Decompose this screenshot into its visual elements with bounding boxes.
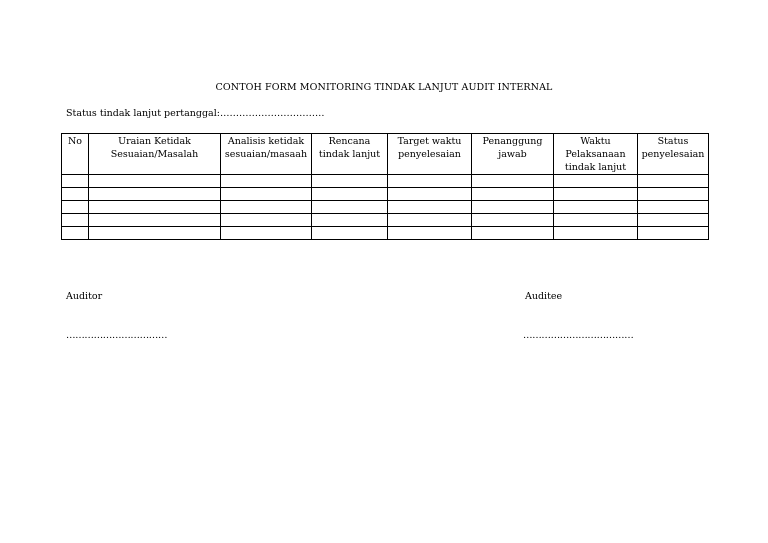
table-cell[interactable] [472, 201, 554, 214]
table-cell[interactable] [388, 201, 472, 214]
column-header-waktu-pelaksanaan: Waktu Pelaksanaan tindak lanjut [554, 134, 638, 175]
monitoring-table [61, 133, 709, 240]
table-cell[interactable] [89, 214, 221, 227]
table-cell[interactable] [388, 214, 472, 227]
table-cell[interactable] [554, 175, 638, 188]
auditor-signature-line: …………………………… [66, 330, 168, 341]
table-cell[interactable] [388, 227, 472, 240]
column-header-uraian: Uraian Ketidak Sesuaian/Masalah [89, 134, 221, 175]
table-cell[interactable] [312, 175, 388, 188]
status-date-line: Status tindak lanjut pertanggal:…………………………… [66, 108, 325, 119]
table-cell[interactable] [221, 188, 312, 201]
table-cell[interactable] [89, 175, 221, 188]
table-row [62, 227, 709, 240]
table-cell[interactable] [62, 201, 89, 214]
column-header-status: Status penyelesaian [638, 134, 709, 175]
form-title: CONTOH FORM MONITORING TINDAK LANJUT AUDIT INTERNAL [215, 82, 553, 93]
table-cell[interactable] [472, 175, 554, 188]
column-header-penanggung-jawab: Penanggung jawab [472, 134, 554, 175]
table-cell[interactable] [312, 201, 388, 214]
table-cell[interactable] [221, 175, 312, 188]
table-row [62, 201, 709, 214]
table-cell[interactable] [62, 227, 89, 240]
column-header-target-waktu: Target waktu penyelesaian [388, 134, 472, 175]
table-row [62, 175, 709, 188]
table-cell[interactable] [638, 214, 709, 227]
table-cell[interactable] [638, 201, 709, 214]
table-cell[interactable] [388, 175, 472, 188]
table-cell[interactable] [89, 201, 221, 214]
table-cell[interactable] [638, 227, 709, 240]
table-cell[interactable] [388, 188, 472, 201]
column-header-analisis: Analisis ketidak sesuaian/masaah [221, 134, 312, 175]
table-row [62, 214, 709, 227]
table-cell[interactable] [638, 188, 709, 201]
column-header-rencana: Rencana tindak lanjut [312, 134, 388, 175]
table-cell[interactable] [62, 188, 89, 201]
table-cell[interactable] [554, 188, 638, 201]
table-cell[interactable] [62, 175, 89, 188]
table-cell[interactable] [554, 201, 638, 214]
table-cell[interactable] [312, 188, 388, 201]
table-cell[interactable] [312, 227, 388, 240]
table-cell[interactable] [221, 227, 312, 240]
table-cell[interactable] [472, 214, 554, 227]
table-cell[interactable] [554, 227, 638, 240]
table-cell[interactable] [89, 227, 221, 240]
column-header-no: No [62, 134, 89, 175]
auditor-label: Auditor [66, 291, 103, 302]
table-cell[interactable] [221, 201, 312, 214]
table-cell[interactable] [472, 188, 554, 201]
table-cell[interactable] [221, 214, 312, 227]
table-row [62, 188, 709, 201]
auditee-label: Auditee [525, 291, 563, 302]
table-cell[interactable] [472, 227, 554, 240]
table-cell[interactable] [62, 214, 89, 227]
table-cell[interactable] [638, 175, 709, 188]
table-cell[interactable] [89, 188, 221, 201]
auditee-signature-line: ……………………………… [523, 330, 634, 341]
table-header-row [62, 134, 709, 175]
table-cell[interactable] [554, 214, 638, 227]
table-cell[interactable] [312, 214, 388, 227]
